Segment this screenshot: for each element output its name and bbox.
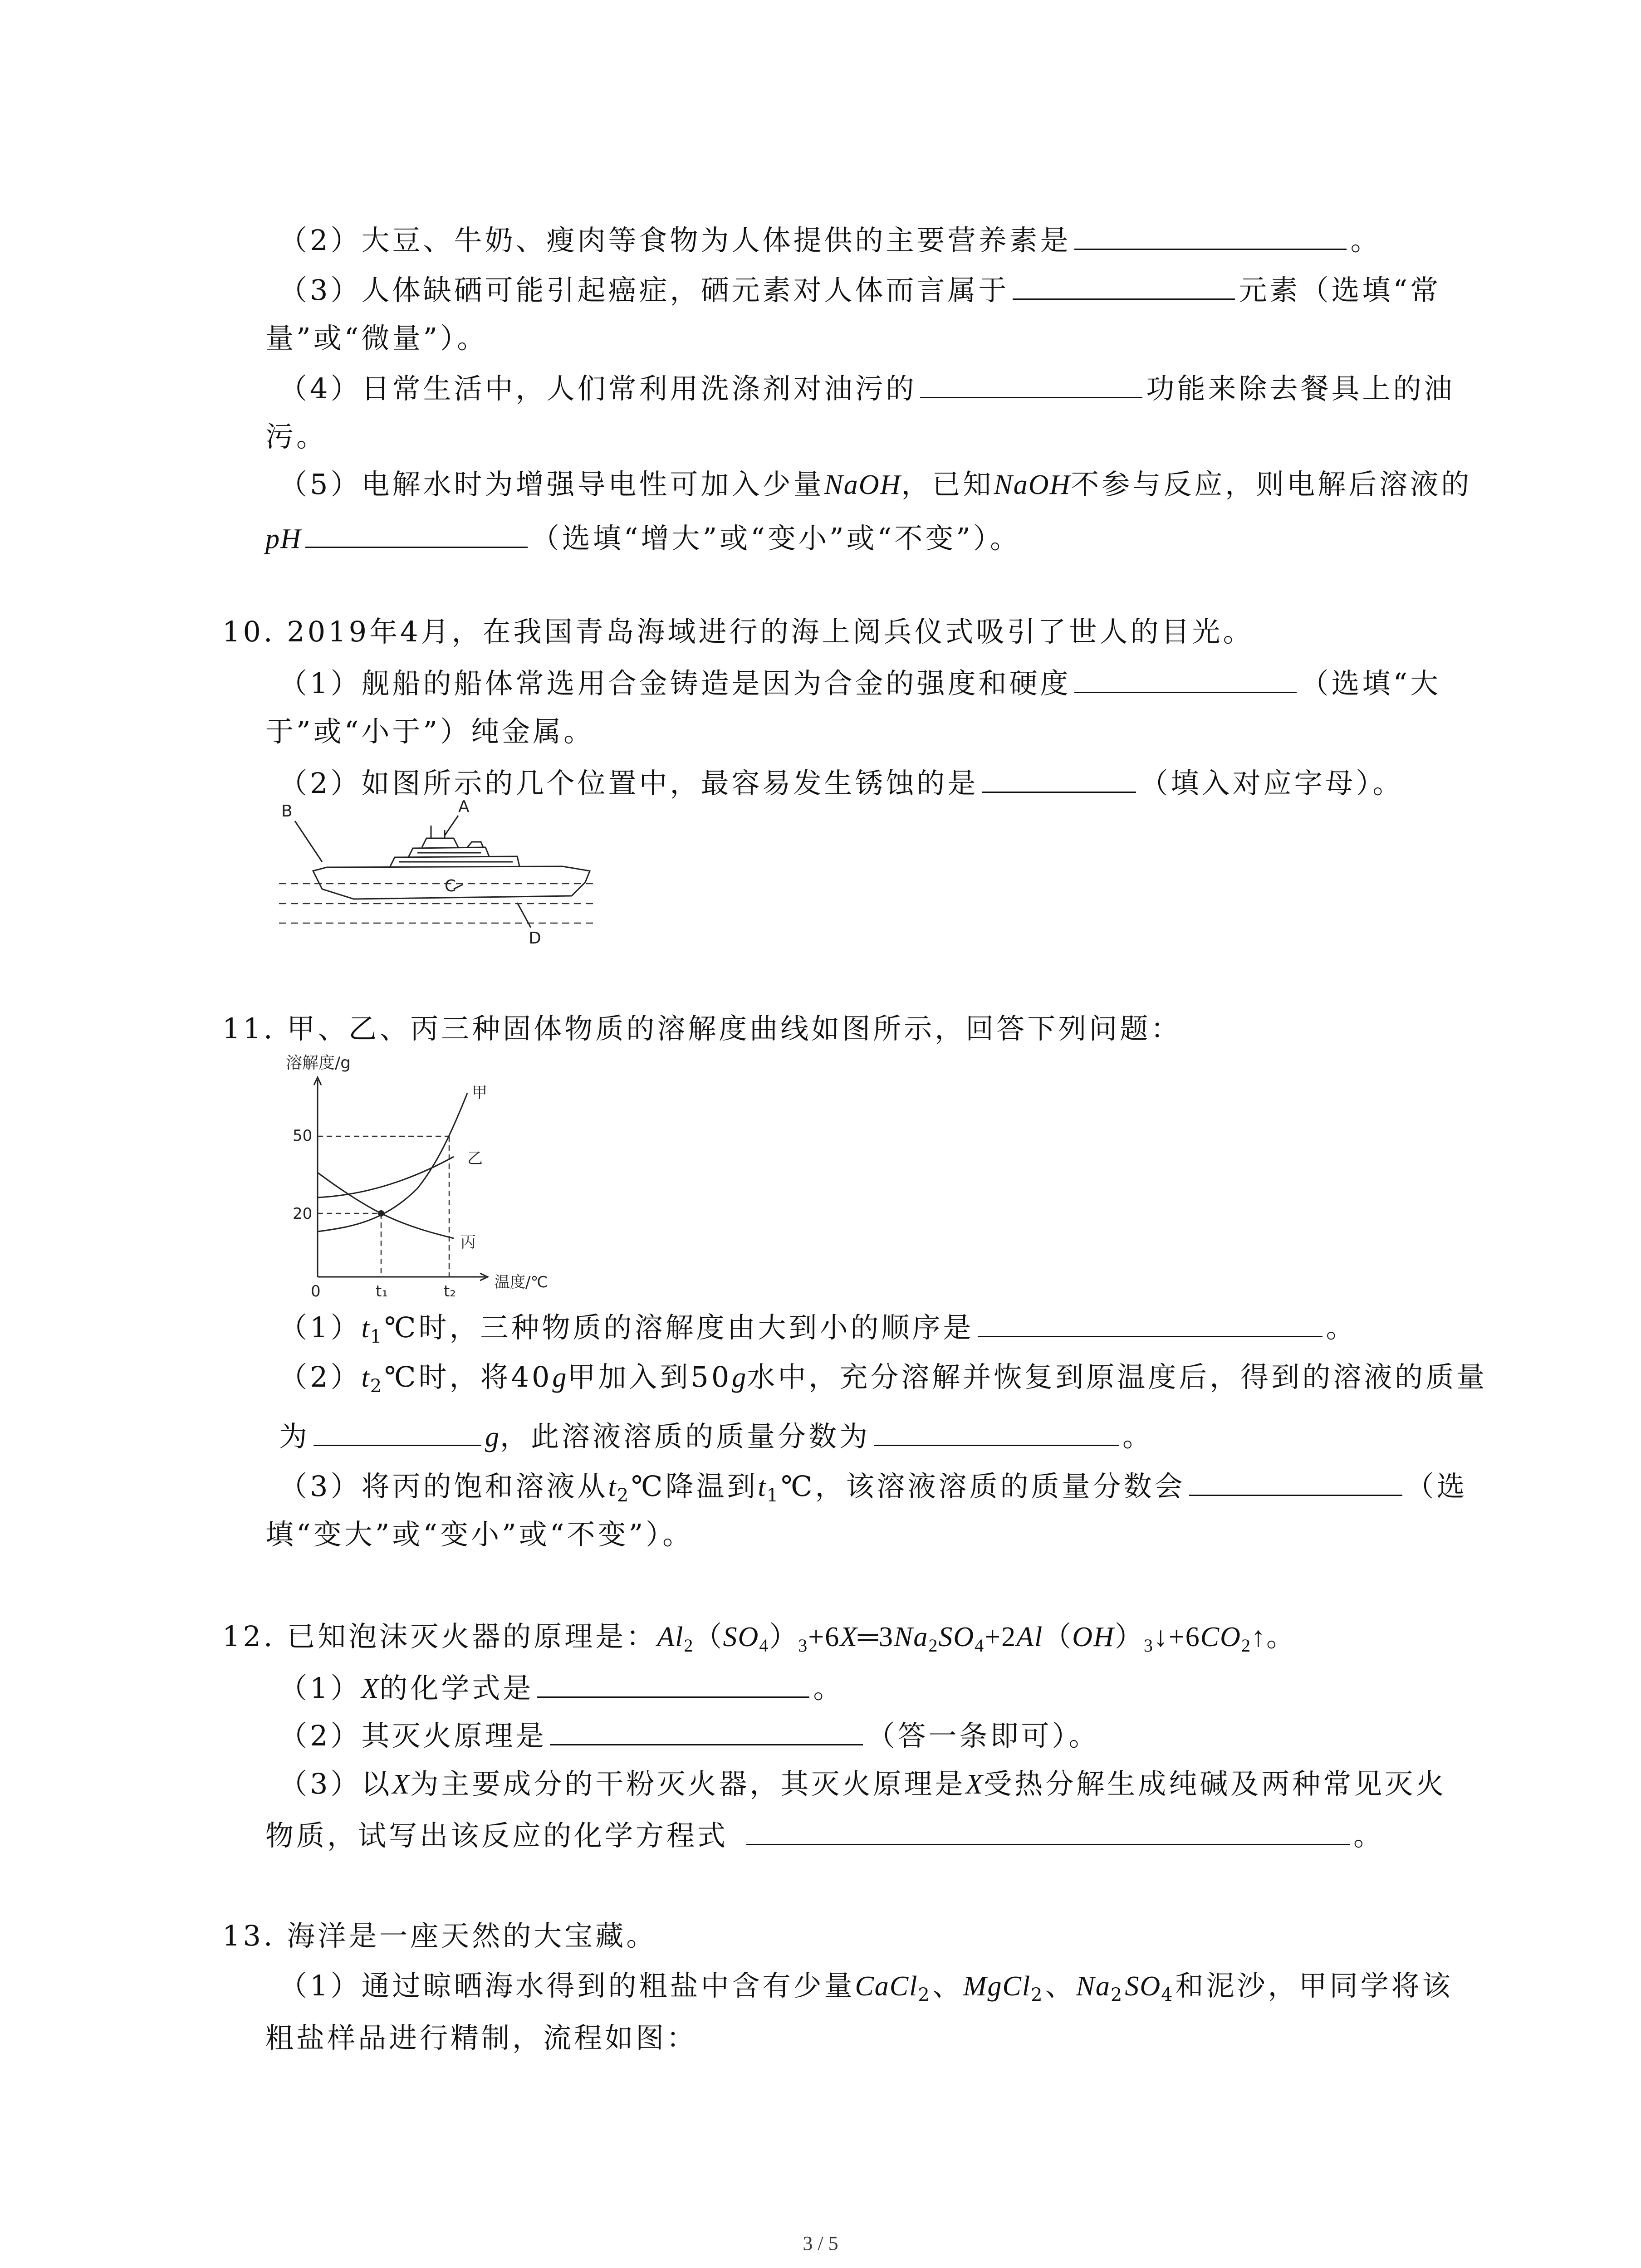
q11-part1: $(1)t_1℃$时，三种物质的溶解度由大到小的顺序是 。 [279, 1309, 1357, 1354]
q9-part4-cont: 污。 [265, 420, 328, 453]
q9-part3-cont: 量”或“微量”）。 [265, 322, 488, 355]
answer-blank[interactable] [305, 519, 528, 548]
label-a: A [458, 798, 470, 816]
series-label-jia: 甲 [472, 1084, 487, 1102]
answer-blank[interactable] [537, 1669, 809, 1698]
intersection-point [378, 1210, 384, 1217]
x-tick-t2: t₂ [444, 1282, 456, 1300]
q12-stem: 12. 已知泡沫灭火器的原理是：$Al_2(SO_4)_3+6X═3Na_2SO_4+2Al(OH)_3↓+6CO_2↑$。 [222, 1620, 1297, 1656]
q9-part2-text: （2）大豆、牛奶、瘦肉等食物为人体提供的主要营养素是 [279, 224, 1071, 257]
q12-part1: （1）X的化学式是 。 [279, 1669, 844, 1706]
q13-part1: （1）通过晾晒海水得到的粗盐中含有少量CaCl$_2$、MgCl$_2$、$Na_2SO_4$和泥沙，甲同学将该 [279, 1969, 1453, 2005]
series-label-bing: 丙 [460, 1233, 476, 1251]
q11-part3-cont: 填“变大”或“变小”或“不变”）。 [265, 1518, 694, 1551]
curve-jia [318, 1093, 467, 1232]
q9-part4: （4）日常生活中，人们常利用洗涤剂对油污的 功能来除去餐具上的油 [279, 370, 1455, 406]
answer-blank[interactable] [874, 1418, 1119, 1446]
answer-blank[interactable] [1189, 1467, 1402, 1496]
y-axis-label: 溶解度/g [286, 1054, 351, 1072]
answer-blank[interactable] [1013, 271, 1235, 300]
answer-blank[interactable] [1074, 665, 1297, 693]
ship-figure [272, 798, 599, 966]
q12-part3: （3）以X为主要成分的干粉灭火器，其灭火原理是X受热分解生成纯碱及两种常见灭火 [279, 1767, 1447, 1800]
q10-part2: （2）如图所示的几个位置中，最容易发生锈蚀的是 （填入对应字母）。 [279, 764, 1403, 801]
q11-part2: $(2)t_2℃$时，将40g甲加入到50g水中，充分溶解并恢复到原温度后，得到的溶液的质量 [279, 1360, 1488, 1397]
y-tick-50: 50 [293, 1127, 313, 1145]
q9-part5: （5）电解水时为增强导电性可加入少量NaOH，已知NaOH不参与反应，则电解后溶液的 [279, 468, 1472, 501]
chemical-equation: $Al_2(SO_4)_3+6X═3Na_2SO_4+2Al(OH)_3↓+6CO_2↑$ [657, 1622, 1266, 1656]
x-tick-0: 0 [311, 1282, 321, 1300]
q11-stem: 11. 甲、乙、丙三种固体物质的溶解度曲线如图所示，回答下列问题： [222, 1012, 1182, 1045]
x-tick-t1: t₁ [376, 1282, 388, 1300]
q11-part2-cont: 为 g，此溶液溶质的质量分数为 。 [279, 1418, 1153, 1454]
answer-blank[interactable] [978, 1309, 1323, 1337]
q12-part2: （2）其灭火原理是 （答一条即可）。 [279, 1717, 1099, 1753]
q10-part1: （1）舰船的船体常选用合金铸造是因为合金的强度和硬度 （选填“大 [279, 665, 1441, 701]
q9-part5-cont: pH （选填“增大”或“变小”或“不变”）。 [265, 519, 1021, 556]
q13-part1-cont: 粗盐样品进行精制，流程如图： [265, 2021, 698, 2054]
solubility-chart [272, 1048, 590, 1302]
answer-blank[interactable] [314, 1418, 481, 1446]
q9-part3: （3）人体缺硒可能引起癌症，硒元素对人体而言属于 元素（选填“常 [279, 271, 1441, 308]
curve-yi [318, 1157, 454, 1198]
answer-blank[interactable] [746, 1817, 1350, 1845]
q10-part1-cont: 于”或“小于”）纯金属。 [265, 715, 595, 748]
answer-blank[interactable] [982, 764, 1136, 793]
q10-stem: 10. 2019年4月，在我国青岛海域进行的海上阅兵仪式吸引了世人的目光。 [222, 615, 1254, 648]
series-label-yi: 乙 [467, 1149, 483, 1168]
answer-blank[interactable] [920, 370, 1142, 398]
x-axis-label: 温度/℃ [495, 1273, 548, 1291]
answer-blank[interactable] [550, 1717, 863, 1745]
q13-stem: 13. 海洋是一座天然的大宝藏。 [222, 1919, 657, 1952]
label-d: D [529, 929, 541, 948]
label-c: C [445, 877, 456, 895]
q12-part3-cont: 物质，试写出该反应的化学方程式 。 [265, 1817, 1384, 1853]
y-tick-20: 20 [293, 1205, 313, 1223]
q11-part3: （3）将丙的饱和溶液从$t_2℃$降温到$t_1℃$，该溶液溶质的质量分数会 （选 [279, 1467, 1468, 1513]
answer-blank[interactable] [1074, 221, 1347, 250]
q9-part2: （2）大豆、牛奶、瘦肉等食物为人体提供的主要营养素是 。 [279, 221, 1381, 258]
label-b: B [281, 802, 293, 821]
page-number: 3 / 5 [803, 2232, 838, 2254]
